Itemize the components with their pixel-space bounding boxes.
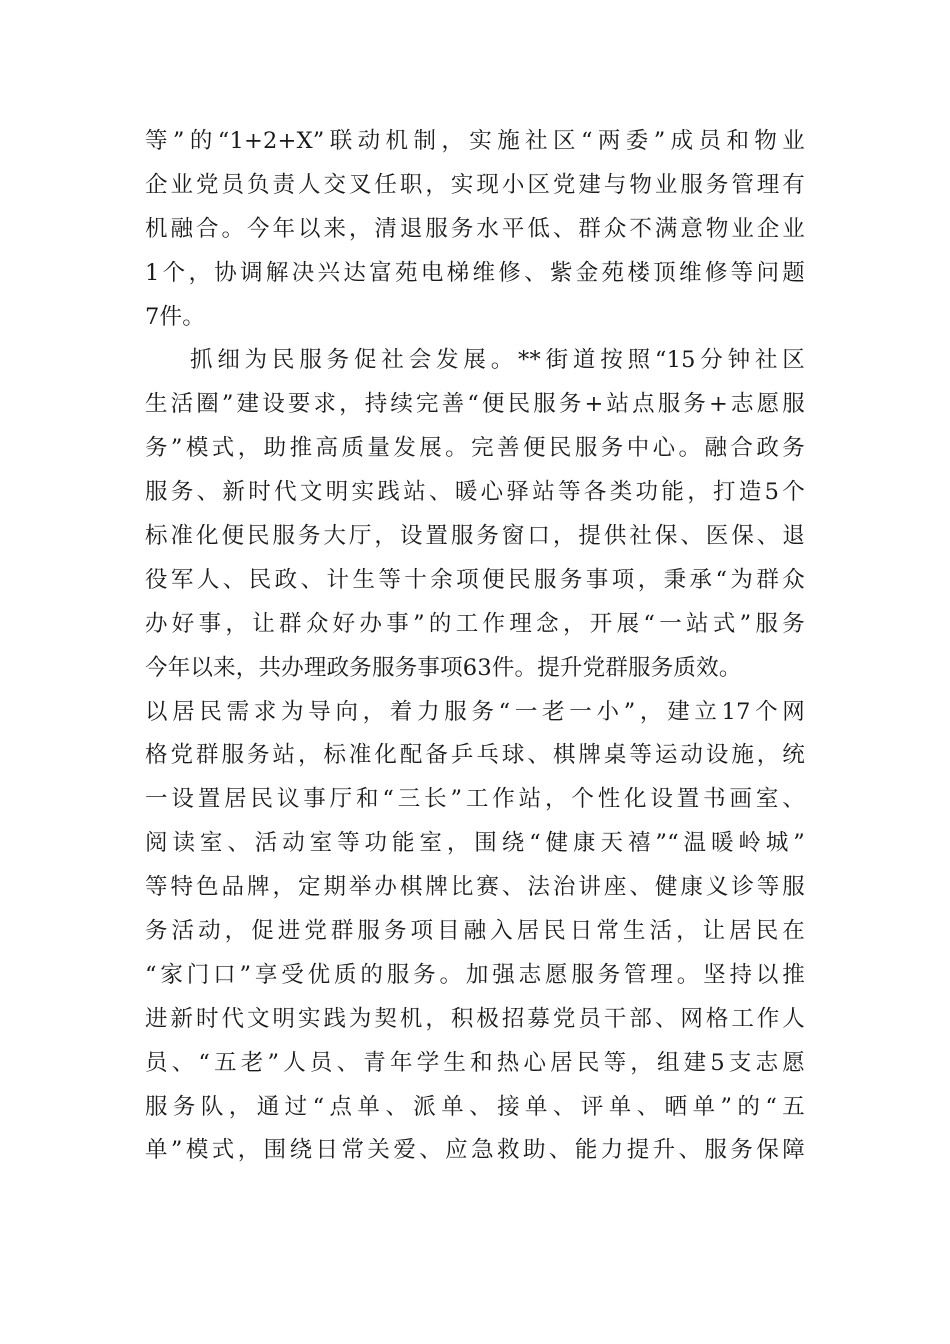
text-line: 以居民需求为导向，着力服务“一老一小”，建立17个网 <box>145 698 805 725</box>
text-line: 格党群服务站，标准化配备乒乓球、棋牌桌等运动设施，统 <box>145 742 805 769</box>
text-line: 生活圈”建设要求，持续完善“便民服务+站点服务+志愿服 <box>145 391 805 418</box>
text-line: 一设置居民议事厅和“三长”工作站，个性化设置书画室、 <box>145 786 805 813</box>
text-line: 务”模式，助推高质量发展。完善便民服务中心。融合政务 <box>145 435 805 462</box>
paragraph-heading-line: 抓细为民服务促社会发展。**街道按照“15分钟社区 <box>190 347 805 374</box>
text-line: 7件。 <box>145 303 205 330</box>
text-line: 服务、新时代文明实践站、暖心驿站等各类功能，打造5个 <box>145 479 805 506</box>
text-line: 员、“五老”人员、青年学生和热心居民等，组建5支志愿 <box>145 1049 805 1076</box>
text-line: 今年以来，共办理政务服务事项63件。提升党群服务质效。 <box>145 654 742 681</box>
text-line: 务活动，促进党群服务项目融入居民日常生活，让居民在 <box>145 918 805 945</box>
text-line: 标准化便民服务大厅，设置服务窗口，提供社保、医保、退 <box>145 523 805 550</box>
text-line: 阅读室、活动室等功能室，围绕“健康天禧”“温暖岭城” <box>145 830 805 857</box>
body-text <box>145 120 845 1173</box>
text-line: 单”模式，围绕日常关爱、应急救助、能力提升、服务保障 <box>145 1137 805 1164</box>
text-line: 机融合。今年以来，清退服务水平低、群众不满意物业企业 <box>145 215 805 242</box>
text-line: 服务队，通过“点单、派单、接单、评单、晒单”的“五 <box>145 1093 805 1120</box>
text-line: 进新时代文明实践为契机，积极招募党员干部、网格工作人 <box>145 1005 805 1032</box>
text-line: 等特色品牌，定期举办棋牌比赛、法治讲座、健康义诊等服 <box>145 874 805 901</box>
text-line: 办好事，让群众好办事”的工作理念，开展“一站式”服务 <box>145 610 805 637</box>
text-line: 1个，协调解决兴达富苑电梯维修、紫金苑楼顶维修等问题 <box>145 259 805 286</box>
text-line: “家门口”享受优质的服务。加强志愿服务管理。坚持以推 <box>145 961 805 988</box>
text-line: 企业党员负责人交叉任职，实现小区党建与物业服务管理有 <box>145 171 805 198</box>
text-line: 等”的“1+2+X”联动机制，实施社区“两委”成员和物业 <box>145 128 805 154</box>
text-line: 役军人、民政、计生等十余项便民服务事项，秉承“为群众 <box>145 566 805 593</box>
